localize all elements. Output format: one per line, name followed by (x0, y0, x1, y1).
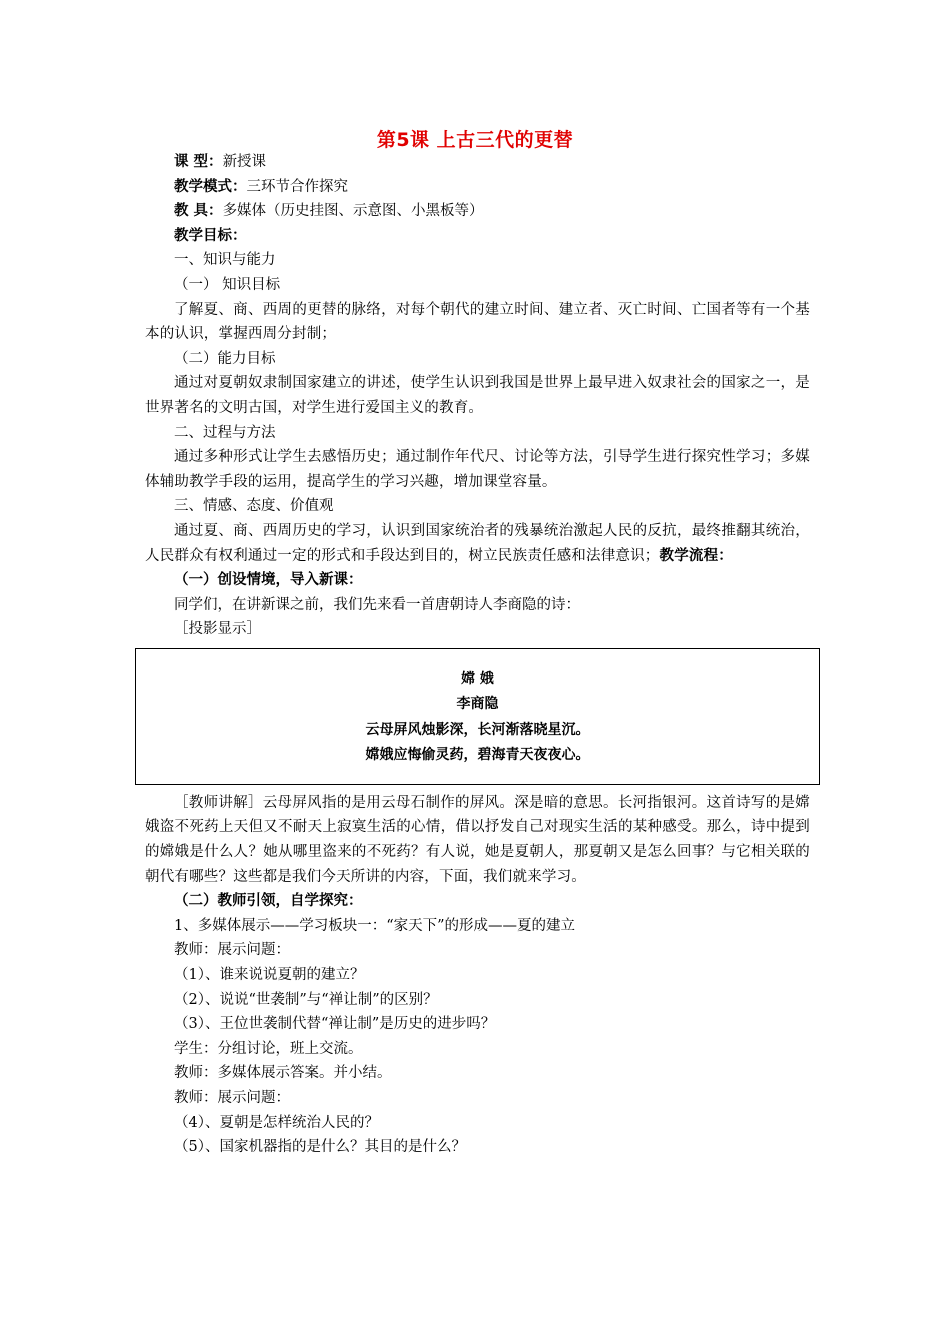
meta-tools (145, 199, 810, 224)
meta-label: 教学目标： (174, 226, 247, 244)
list-item: 1、多媒体展示——学习板块一：“家天下”的形成——夏的建立 (174, 917, 576, 934)
paragraph: 通过对夏朝奴隶制国家建立的讲述，使学生认识到我国是世界上最早进入奴隶社会的国家之一，是世界著名的文明古国，对学生进行爱国主义的教育。 (145, 375, 810, 416)
list-item: （3）、王位世袭制代替“禅让制”是历史的进步吗？ (174, 1016, 496, 1033)
list-item: （2）、说说“世袭制”与“禅让制”的区别？ (174, 991, 438, 1008)
section-heading: 二、过程与方法 (174, 424, 276, 441)
paragraph: 了解夏、商、西周的更替的脉络，对每个朝代的建立时间、建立者、灭亡时间、亡国者等有一个基本的认识，掌握西周分封制； (145, 301, 810, 343)
list-item: 教师：展示问题： (174, 942, 290, 959)
step-heading: （二）教师引领，自学探究： (174, 892, 363, 910)
meta-label: 教 具： (174, 202, 223, 220)
section-heading: 三、情感、态度、价值观 (174, 498, 334, 515)
meta-type (145, 150, 810, 175)
list-item: 教师：多媒体展示答案。并小结。 (174, 1065, 392, 1082)
lesson-body (145, 150, 810, 1160)
meta-label: 课 型： (174, 153, 223, 170)
subsection-heading: （二）能力目标 (174, 350, 276, 367)
list-item: （4）、夏朝是怎样统治人民的？ (174, 1114, 379, 1131)
poem-line: 嫦娥应悔偷灵药，碧海青天夜夜心。 (365, 747, 590, 764)
flow-heading: 教学流程： (659, 546, 733, 564)
projection-label: ［投影显示］ (174, 621, 261, 638)
meta-label: 教学模式： (174, 177, 247, 195)
lesson-title: 第5课 上古三代的更替 (376, 129, 574, 151)
meta-mode (145, 175, 810, 200)
poem-box (135, 648, 820, 785)
paragraph: ［教师讲解］云母屏风指的是用云母石制作的屏风。深是暗的意思。长河指银河。这首诗写的是嫦娥盗不死药上天但又不耐天上寂寞生活的心情，借以抒发自己对现实生活的某种感受。那么，诗中提到的嫦娥是什么人？她从哪里盗来的不死药？有人说，她是夏朝人，那夏朝又是怎么回事？与它相关联的朝代有哪些？这些都是我们今天所讲的内容，下面，我们就来学习。 (145, 794, 810, 885)
section-heading: 一、知识与能力 (174, 252, 276, 269)
step-heading: （一）创设情境，导入新课： (174, 571, 363, 589)
paragraph: 同学们，在讲新课之前，我们先来看一首唐朝诗人李商隐的诗： (174, 596, 580, 613)
meta-value: 三环节合作探究 (246, 178, 348, 195)
poem-title: 嫦 娥 (461, 670, 494, 687)
list-item: （1）、谁来说说夏朝的建立？ (174, 967, 365, 984)
poem-author: 李商隐 (456, 696, 499, 713)
poem-line: 云母屏风烛影深，长河渐落晓星沉。 (365, 721, 590, 738)
subsection-heading: （一） 知识目标 (174, 276, 281, 293)
paragraph-text: 通过夏、商、西周历史的学习，认识到国家统治者的残暴统治激起人民的反抗，最终推翻其统治，人民群众有权利通过一定的形式和手段达到目的，树立民族责任感和法律意识； (145, 522, 810, 564)
list-item: （5）、国家机器指的是什么？其目的是什么？ (174, 1139, 466, 1156)
list-item: 学生：分组讨论，班上交流。 (174, 1040, 363, 1057)
meta-goals (145, 224, 810, 249)
list-item: 教师：展示问题： (174, 1090, 290, 1106)
meta-value: 多媒体（历史挂图、示意图、小黑板等） (222, 203, 484, 220)
paragraph: 通过多种形式让学生去感悟历史；通过制作年代尺、讨论等方法，引导学生进行探究性学习；多媒体辅助教学手段的运用，提高学生的学习兴趣，增加课堂容量。 (145, 449, 810, 490)
paragraph (145, 519, 810, 568)
meta-value: 新授课 (222, 154, 267, 170)
